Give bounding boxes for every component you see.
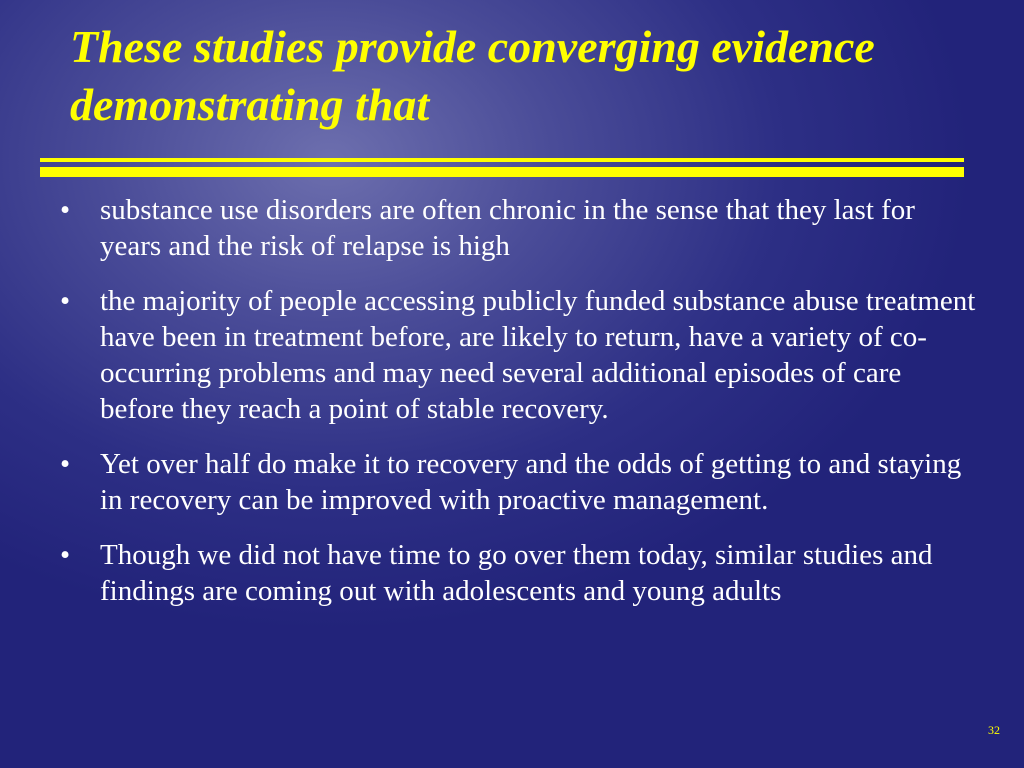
bullet-list [60,192,980,628]
bullet-icon: • [60,448,71,480]
bullet-icon: • [60,194,71,226]
bullet-item [60,192,980,264]
title-underline-thick [40,167,964,177]
bullet-item [60,537,980,609]
bullet-icon: • [60,285,71,317]
bullet-icon: • [60,539,71,571]
bullet-text: the majority of people accessing publicly funded substance abuse treatment have been in treatment before, are likely to return, have a variety of co-occurring problems and may need several additional episodes of care before they reach a point of stable recovery. [100,285,976,425]
bullet-item [60,446,980,518]
bullet-item [60,283,980,427]
bullet-text: substance use disorders are often chronic in the sense that they last for years and the risk of relapse is high [100,194,915,262]
slide-number: 32 [988,723,1000,737]
bullet-text: Though we did not have time to go over them today, similar studies and findings are coming out with adolescents and young adults [100,539,933,607]
slide-title: These studies provide converging evidence demonstrating that [70,21,875,130]
title-underline-thin [40,158,964,162]
bullet-text: Yet over half do make it to recovery and the odds of getting to and staying in recovery can be improved with proactive management. [100,448,962,516]
